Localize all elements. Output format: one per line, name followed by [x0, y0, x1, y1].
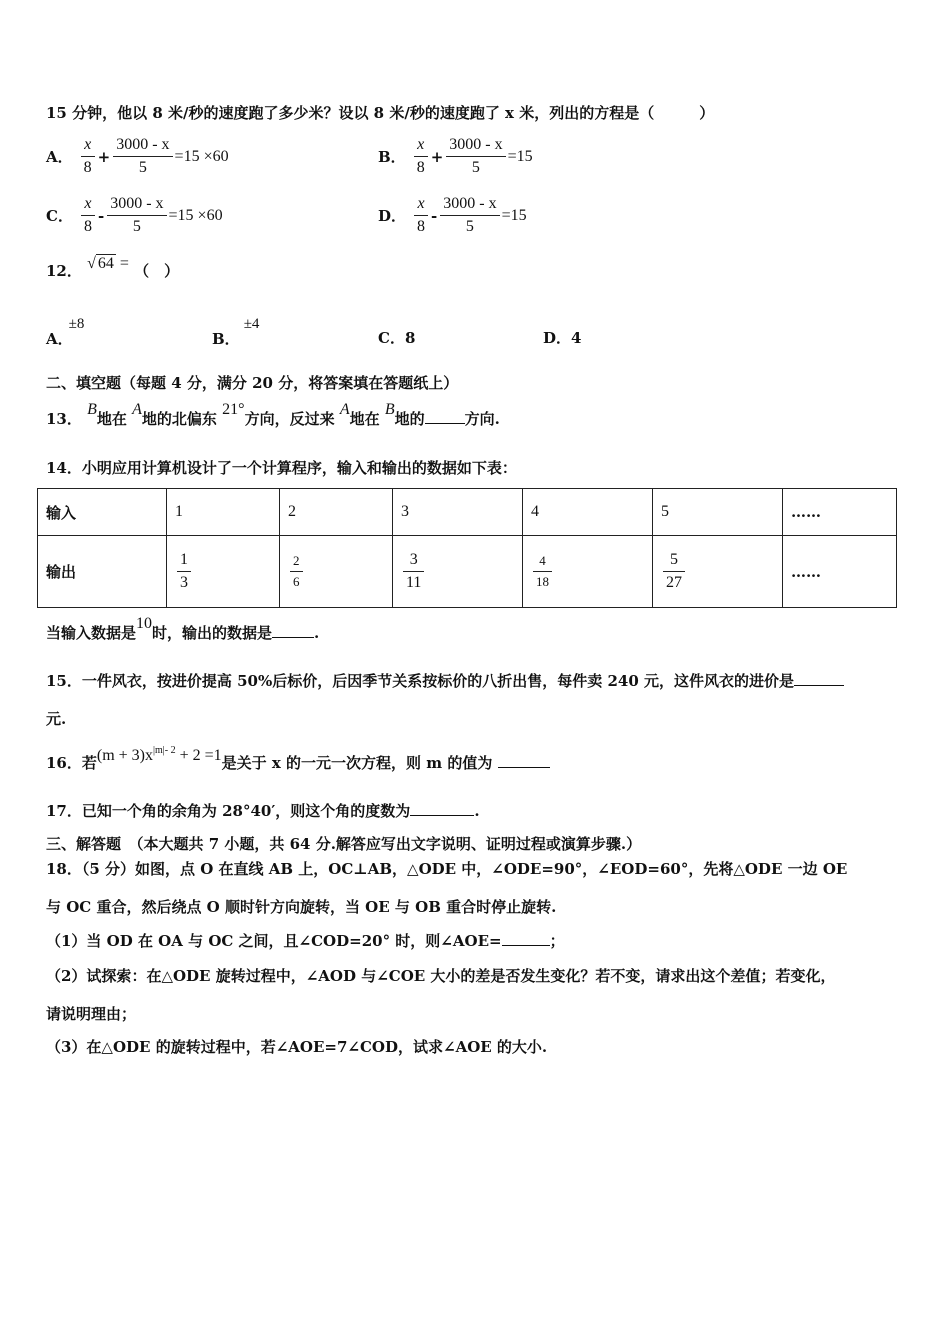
- q14-intro: 14．小明应用计算机设计了一个计算程序，输入和输出的数据如下表：: [46, 459, 517, 477]
- q11-option-c[interactable]: C． $\frac{x}{8}$ - $\frac{3000 - x}{5}$ =15 ×60: [46, 195, 223, 235]
- q18-line-2: 与 OC 重合，然后绕点 O 顺时针方向旋转，当 OE 与 OB 重合时停止旋转.: [46, 898, 557, 916]
- q18-part-3: （3）在△ODE 的旋转过程中，若∠AOE=7∠COD，试求∠AOE 的大小.: [46, 1038, 548, 1056]
- fraction: $\frac{x}{8}$: [81, 195, 95, 236]
- q11-option-d[interactable]: D． $\frac{x}{8}$ - $\frac{3000 - x}{5}$ =15: [378, 195, 527, 235]
- fraction: $\frac{3000 - x}{5}$: [440, 195, 499, 236]
- answer-blank[interactable]: [272, 637, 314, 638]
- answer-blank[interactable]: [498, 767, 550, 768]
- fraction: $\frac{x}{8}$: [81, 136, 95, 177]
- q12-option-d[interactable]: D．4: [543, 329, 582, 347]
- q13-question: 13． B地在 A地的北偏东 21°方向，反过来 A地在 B地的 方向.: [46, 401, 500, 428]
- q15-unit: 元.: [46, 710, 67, 728]
- q18-part-1: （1）当 OD 在 OA 与 OC 之间，且∠COD=20° 时，则∠AOE= ；: [46, 932, 565, 950]
- input-cell: 3: [393, 489, 523, 536]
- input-cell: 1: [167, 489, 280, 536]
- q11-option-a[interactable]: A． $\frac{x}{8}$ + $\frac{3000 - x}{5}$ =15 ×60: [46, 136, 229, 176]
- section-2-heading: 二、填空题（每题 4 分，满分 20 分，将答案填在答题纸上）: [46, 374, 459, 392]
- answer-blank[interactable]: [410, 815, 474, 816]
- input-label: 输入: [38, 489, 167, 536]
- q16-question: 16．若$(m + 3)x^{|m|- 2} + 2 =1$是关于 x 的一元一次方程，则 m 的值为: [46, 752, 550, 773]
- input-cell: 4: [523, 489, 653, 536]
- output-label: 输出: [38, 536, 167, 608]
- table-row: [38, 489, 897, 536]
- fraction: $\frac{3000 - x}{5}$: [446, 136, 505, 177]
- input-cell: ……: [783, 489, 897, 536]
- output-cell: $\frac{2}{6}$: [280, 536, 393, 608]
- output-cell: ……: [783, 536, 897, 608]
- fraction: $\frac{3000 - x}{5}$: [107, 195, 166, 236]
- q11-option-b[interactable]: B． $\frac{x}{8}$ + $\frac{3000 - x}{5}$ =15: [378, 136, 533, 176]
- q12-option-c[interactable]: C．8: [378, 329, 416, 347]
- q11-text: 15 分钟，他以 8 米/秒的速度跑了多少米？设以 8 米/秒的速度跑了 x 米，列出的方程是（ ）: [46, 104, 715, 122]
- fraction: $\frac{3000 - x}{5}$: [113, 136, 172, 177]
- answer-blank[interactable]: [794, 685, 844, 686]
- q14-tail: 当输入数据是10时，输出的数据是 .: [46, 615, 320, 642]
- output-cell: $\frac{4}{18}$: [523, 536, 653, 608]
- q12-question: 12． √ 64 = （ ）: [46, 255, 180, 280]
- input-cell: 2: [280, 489, 393, 536]
- output-cell: $\frac{5}{27}$: [653, 536, 783, 608]
- q17-question: 17．已知一个角的余角为 28°40′，则这个角的度数为 .: [46, 802, 480, 820]
- fraction: $\frac{x}{8}$: [414, 136, 428, 177]
- section-3-heading: 三、解答题 （本大题共 7 小题，共 64 分.解答应写出文字说明、证明过程或演算步骤.）: [46, 835, 642, 853]
- q18-part-2-cont: 请说明理由；: [46, 1005, 137, 1023]
- q12-option-b[interactable]: B．±4: [212, 316, 260, 348]
- q15-question: 15．一件风衣，按进价提高 50%后标价，后因季节关系按标价的八折出售，每件卖 240 元，这件风衣的进价是: [46, 670, 844, 691]
- table-row: [38, 536, 897, 608]
- io-table: [37, 488, 897, 608]
- q18-part-2: （2）试探索：在△ODE 旋转过程中，∠AOD 与∠COE 大小的差是否发生变化？若不变，请求出这个差值；若变化，: [46, 967, 836, 985]
- answer-blank[interactable]: [502, 945, 550, 946]
- q18-line-1: 18．（5 分）如图，点 O 在直线 AB 上，OC⊥AB，△ODE 中，∠ODE=90°，∠EOD=60°，先将△ODE 一边 OE: [46, 860, 848, 878]
- fraction: $\frac{x}{8}$: [414, 195, 428, 236]
- input-cell: 5: [653, 489, 783, 536]
- output-cell: $\frac{1}{3}$: [167, 536, 280, 608]
- answer-blank[interactable]: [425, 423, 465, 424]
- output-cell: $\frac{3}{11}$: [393, 536, 523, 608]
- q12-option-a[interactable]: A．±8: [46, 316, 85, 348]
